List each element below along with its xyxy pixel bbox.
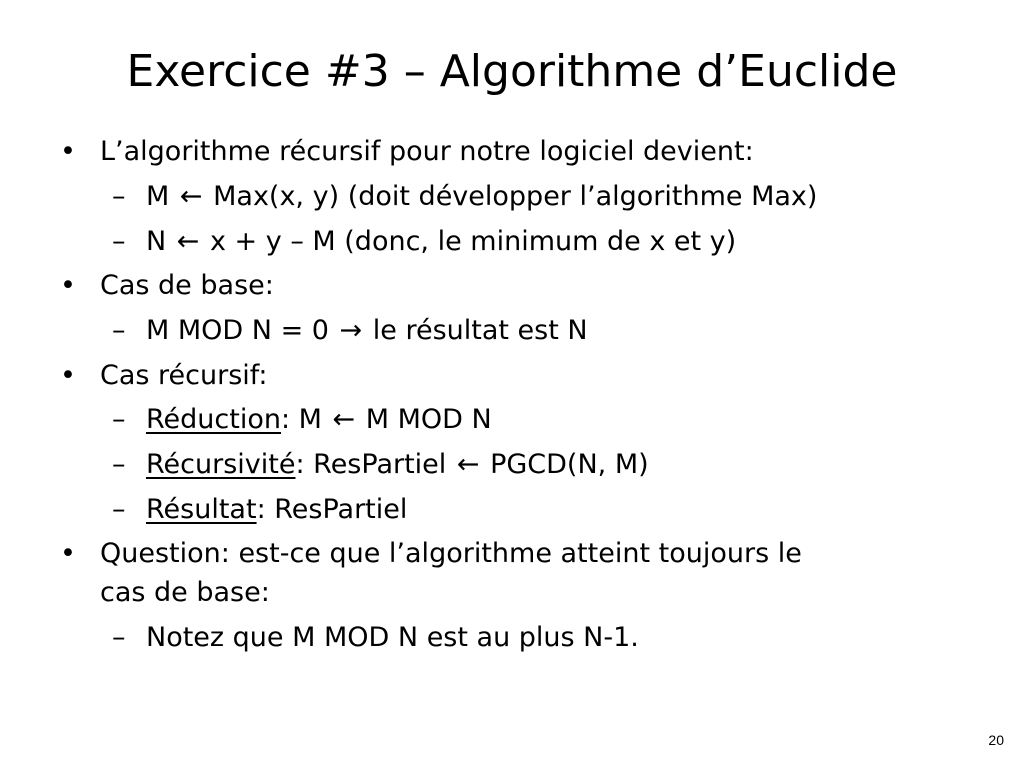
dash-icon: –	[112, 226, 126, 257]
underlined-term: Récursivité	[146, 449, 296, 480]
sub-item-text: N ← x + y – M (donc, le minimum de x et y)	[146, 224, 736, 260]
underlined-term: Résultat	[146, 494, 257, 525]
dash-icon: –	[112, 449, 126, 480]
bullet-text: Question: est-ce que l’algorithme atteint toujours le	[100, 538, 802, 569]
sub-item-text: Notez que M MOD N est au plus N-1.	[146, 622, 639, 653]
sub-item-text: Réduction: M ← M MOD N	[146, 402, 492, 438]
bullet-text: Cas de base:	[100, 270, 274, 301]
dash-icon: –	[112, 622, 126, 653]
bullet-icon: •	[60, 270, 76, 301]
sub-item-text: Résultat: ResPartiel	[146, 494, 408, 525]
slide-title: Exercice #3 – Algorithme d’Euclide	[126, 46, 898, 97]
right-arrow-icon: →	[339, 315, 363, 346]
sub-item-text: Récursivité: ResPartiel ← PGCD(N, M)	[146, 447, 649, 483]
dash-icon: –	[112, 494, 126, 525]
page-number: 20	[988, 732, 1004, 748]
underlined-term: Réduction	[146, 404, 281, 435]
left-arrow-icon: ←	[179, 181, 203, 212]
bullet-text: cas de base:	[100, 577, 270, 608]
sub-item-text: M MOD N = 0 → le résultat est N	[146, 313, 588, 349]
bullet-icon: •	[60, 538, 76, 569]
bullet-icon: •	[60, 360, 76, 391]
dash-icon: –	[112, 404, 126, 435]
sub-item-text: M ← Max(x, y) (doit développer l’algorithme Max)	[146, 179, 817, 215]
left-arrow-icon: ←	[456, 449, 480, 480]
bullet-text: L’algorithme récursif pour notre logiciel devient:	[100, 136, 754, 167]
bullet-icon: •	[60, 136, 76, 167]
dash-icon: –	[112, 315, 126, 346]
bullet-text: Cas récursif:	[100, 360, 268, 391]
dash-icon: –	[112, 181, 126, 212]
left-arrow-icon: ←	[332, 404, 356, 435]
left-arrow-icon: ←	[176, 226, 200, 257]
